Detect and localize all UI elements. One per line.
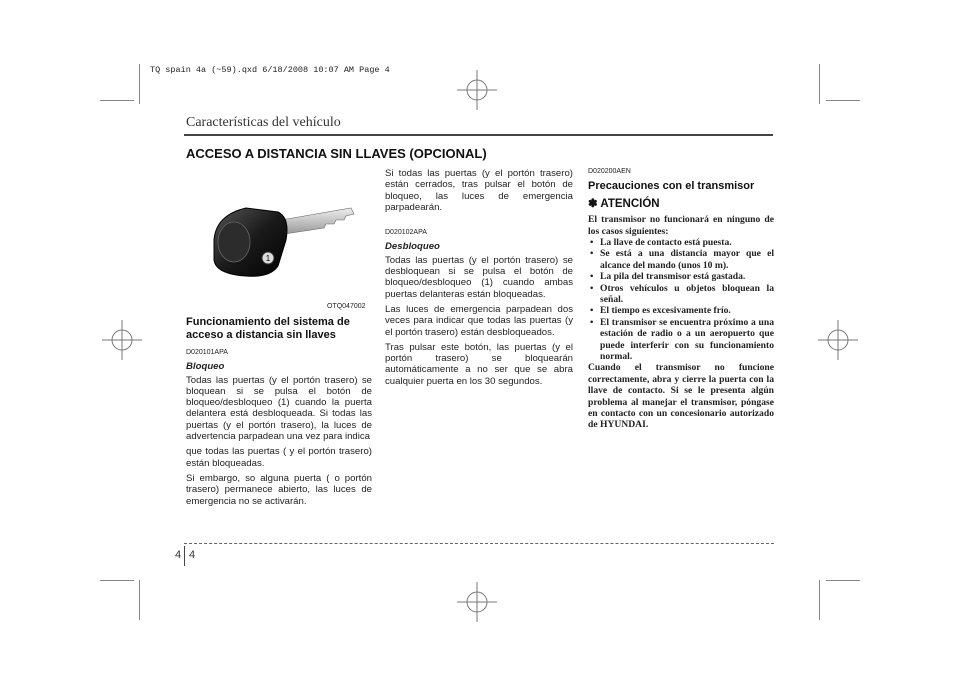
column-3 bbox=[588, 166, 774, 431]
attention-list bbox=[588, 237, 774, 362]
registration-mark-top bbox=[455, 68, 499, 112]
list-item: • Se está a una distancia mayor que el alcance del mando (unos 10 m). bbox=[588, 248, 774, 271]
print-slug: TQ spain 4a (~59).qxd 6/18/2008 10:07 AM Page 4 bbox=[150, 65, 390, 75]
doc-code: D020101APA bbox=[186, 349, 228, 356]
crop-mark bbox=[139, 580, 140, 620]
paragraph: Si todas las puertas (y el portón trasero) están cerrados, tras pulsar el botón de bloqueo, las luces de emergencia parpadearán. bbox=[385, 168, 573, 213]
svg-text:1: 1 bbox=[265, 254, 271, 263]
paragraph: Tras pulsar este botón, las puertas (y el portón trasero) se bloquearán automáticamente a no ser que se abra cualquier puerta en los 30 segundos. bbox=[385, 341, 573, 387]
doc-code: D020200AEN bbox=[588, 168, 631, 175]
crop-mark bbox=[100, 580, 134, 581]
section-title: Características del vehículo bbox=[186, 115, 341, 130]
attention-intro: El transmisor no funcionará en ninguno de los casos siguientes: bbox=[588, 214, 774, 237]
section-heading: Precauciones con el transmisor bbox=[588, 180, 755, 193]
registration-mark-right bbox=[816, 318, 860, 362]
list-item: • La pila del transmisor está gastada. bbox=[588, 271, 774, 282]
key-fob-figure bbox=[186, 170, 372, 300]
crop-mark bbox=[819, 64, 820, 104]
paragraph: que todas las puertas ( y el portón trasero) están bloqueadas. bbox=[186, 446, 372, 469]
paragraph: Si embargo, so alguna puerta ( o portón trasero) permanece abierto, las luces de emergencia no se activarán. bbox=[186, 472, 372, 507]
list-item: • El tiempo es excesivamente frío. bbox=[588, 305, 774, 316]
list-item: • La llave de contacto está puesta. bbox=[588, 237, 774, 248]
attention-body bbox=[588, 214, 774, 431]
list-item: • Otros vehículos u objetos bloquean la señal. bbox=[588, 283, 774, 306]
list-item: • El transmisor se encuentra próximo a una estación de radio o a un aeropuerto que puede interferir con su funcionamiento normal. bbox=[588, 317, 774, 363]
crop-mark bbox=[826, 100, 860, 101]
paragraph: Todas las puertas (y el portón trasero) se bloquean si se pulsa el botón de bloqueo/desbloqueo (1) cuando la puerta delantera está desbloqueada. Si todas las puertas (y el portón trasero), la luces de advertencia parpadean una vez para indica bbox=[186, 374, 372, 443]
registration-mark-bottom bbox=[455, 580, 499, 624]
footer-rule bbox=[184, 543, 774, 544]
column-2 bbox=[385, 168, 573, 391]
crop-mark bbox=[826, 580, 860, 581]
paragraph: Las luces de emergencia parpadean dos veces para indicar que todas las puertas (y el portón trasero) están desbloqueados. bbox=[385, 303, 573, 338]
paragraph: Todas las puertas (y el portón trasero) se desbloquean si se pulsa el botón de bloqueo/desbloqueo (1) cuando ambas puertas delanteras están bloqueadas. bbox=[385, 254, 573, 300]
registration-mark-left bbox=[100, 318, 144, 362]
attention-heading: ✽ ATENCIÓN bbox=[588, 197, 660, 210]
subheading-lock: Bloqueo bbox=[186, 361, 225, 373]
subheading-unlock: Desbloqueo bbox=[385, 241, 440, 253]
crop-mark bbox=[819, 580, 820, 620]
key-fob-illustration bbox=[186, 170, 372, 300]
figure-code: OTQ047002 bbox=[327, 303, 366, 310]
chapter-number: 4 bbox=[175, 549, 182, 561]
page-number-divider bbox=[184, 546, 185, 566]
section-heading: Funcionamiento del sistema de acceso a distancia sin llaves bbox=[186, 316, 350, 341]
column-1 bbox=[186, 316, 372, 511]
header-rule bbox=[184, 134, 773, 136]
page-number: 4 bbox=[189, 549, 196, 561]
attention-closing: Cuando el transmisor no funcione correctamente, abra y cierre la puerta con la llave de contacto. Si se le presenta algún problema al manejar el transmisor, póngase en contacto con un concesionario autorizado de HYUNDAI. bbox=[588, 362, 774, 431]
page-heading: ACCESO A DISTANCIA SIN LLAVES (OPCIONAL) bbox=[186, 146, 487, 161]
doc-code: D020102APA bbox=[385, 229, 427, 237]
crop-mark bbox=[100, 100, 134, 101]
crop-mark bbox=[139, 64, 140, 104]
